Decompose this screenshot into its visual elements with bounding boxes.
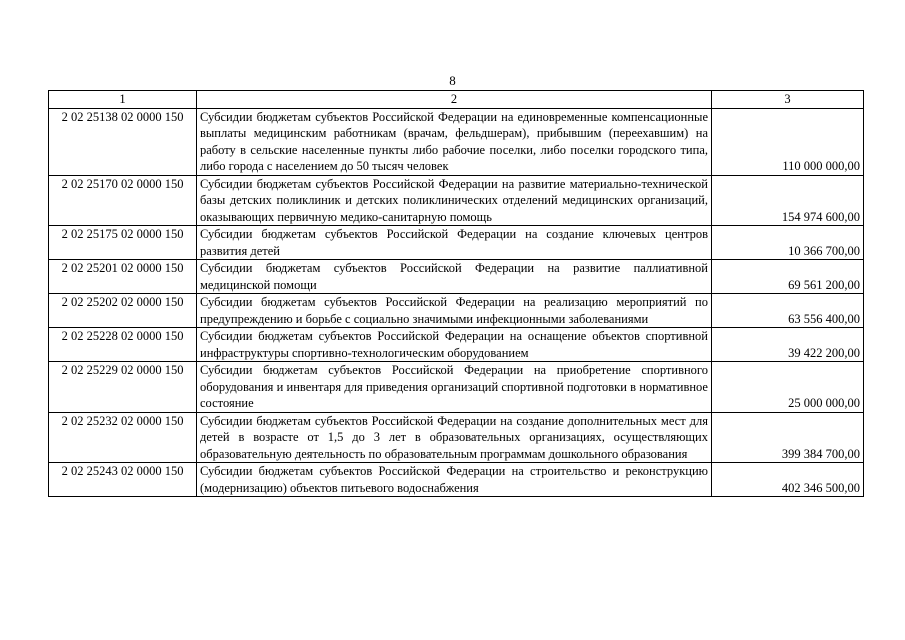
amount-cell: 25 000 000,00 — [712, 362, 864, 413]
budget-code-cell: 2 02 25243 02 0000 150 — [49, 463, 197, 497]
table-row — [49, 328, 864, 362]
table-row — [49, 412, 864, 463]
table-row — [49, 108, 864, 175]
table-row — [49, 463, 864, 497]
budget-revenue-table — [48, 90, 864, 497]
table-row — [49, 226, 864, 260]
table-row — [49, 362, 864, 413]
amount-cell: 110 000 000,00 — [712, 108, 864, 175]
description-cell: Субсидии бюджетам субъектов Российской Федерации на развитие материально-технической базы детских поликлиник и детских поликлинических отделений медицинских организаций, оказывающих первичную медико-санитарную помощь — [197, 175, 712, 226]
description-cell: Субсидии бюджетам субъектов Российской Федерации на создание ключевых центров развития детей — [197, 226, 712, 260]
amount-cell: 154 974 600,00 — [712, 175, 864, 226]
budget-code-cell: 2 02 25202 02 0000 150 — [49, 294, 197, 328]
budget-code-cell: 2 02 25170 02 0000 150 — [49, 175, 197, 226]
description-cell: Субсидии бюджетам субъектов Российской Федерации на развитие паллиативной медицинской помощи — [197, 260, 712, 294]
description-cell: Субсидии бюджетам субъектов Российской Федерации на создание дополнительных мест для детей в возрасте от 1,5 до 3 лет в образовательных организациях, осуществляющих образовательную деятельность по образовательным программам дошкольного образования — [197, 412, 712, 463]
budget-code-cell: 2 02 25201 02 0000 150 — [49, 260, 197, 294]
budget-code-cell: 2 02 25228 02 0000 150 — [49, 328, 197, 362]
amount-cell: 39 422 200,00 — [712, 328, 864, 362]
column-header-description: 2 — [197, 91, 712, 109]
header-row — [49, 91, 864, 109]
amount-cell: 10 366 700,00 — [712, 226, 864, 260]
amount-cell: 63 556 400,00 — [712, 294, 864, 328]
budget-code-cell: 2 02 25229 02 0000 150 — [49, 362, 197, 413]
budget-code-cell: 2 02 25175 02 0000 150 — [49, 226, 197, 260]
amount-cell: 399 384 700,00 — [712, 412, 864, 463]
description-cell: Субсидии бюджетам субъектов Российской Федерации на оснащение объектов спортивной инфраструктуры спортивно-технологическим оборудованием — [197, 328, 712, 362]
column-header-amount: 3 — [712, 91, 864, 109]
description-cell: Субсидии бюджетам субъектов Российской Федерации на единовременные компенсационные выплаты медицинским работникам (врачам, фельдшерам), прибывшим (переехавшим) на работу в сельские населенные пункты либо рабочие поселки, либо поселки городского типа, либо города с населением до 50 тысяч человек — [197, 108, 712, 175]
amount-cell: 69 561 200,00 — [712, 260, 864, 294]
page-number: 8 — [449, 73, 456, 88]
description-cell: Субсидии бюджетам субъектов Российской Федерации на строительство и реконструкцию (модернизацию) объектов питьевого водоснабжения — [197, 463, 712, 497]
budget-code-cell: 2 02 25138 02 0000 150 — [49, 108, 197, 175]
table-row — [49, 175, 864, 226]
table-row — [49, 294, 864, 328]
column-header-code: 1 — [49, 91, 197, 109]
table-row — [49, 260, 864, 294]
budget-code-cell: 2 02 25232 02 0000 150 — [49, 412, 197, 463]
description-cell: Субсидии бюджетам субъектов Российской Федерации на приобретение спортивного оборудования и инвентаря для приведения организаций спортивной подготовки в нормативное состояние — [197, 362, 712, 413]
description-cell: Субсидии бюджетам субъектов Российской Федерации на реализацию мероприятий по предупреждению и борьбе с социально значимыми инфекционными заболеваниями — [197, 294, 712, 328]
amount-cell: 402 346 500,00 — [712, 463, 864, 497]
